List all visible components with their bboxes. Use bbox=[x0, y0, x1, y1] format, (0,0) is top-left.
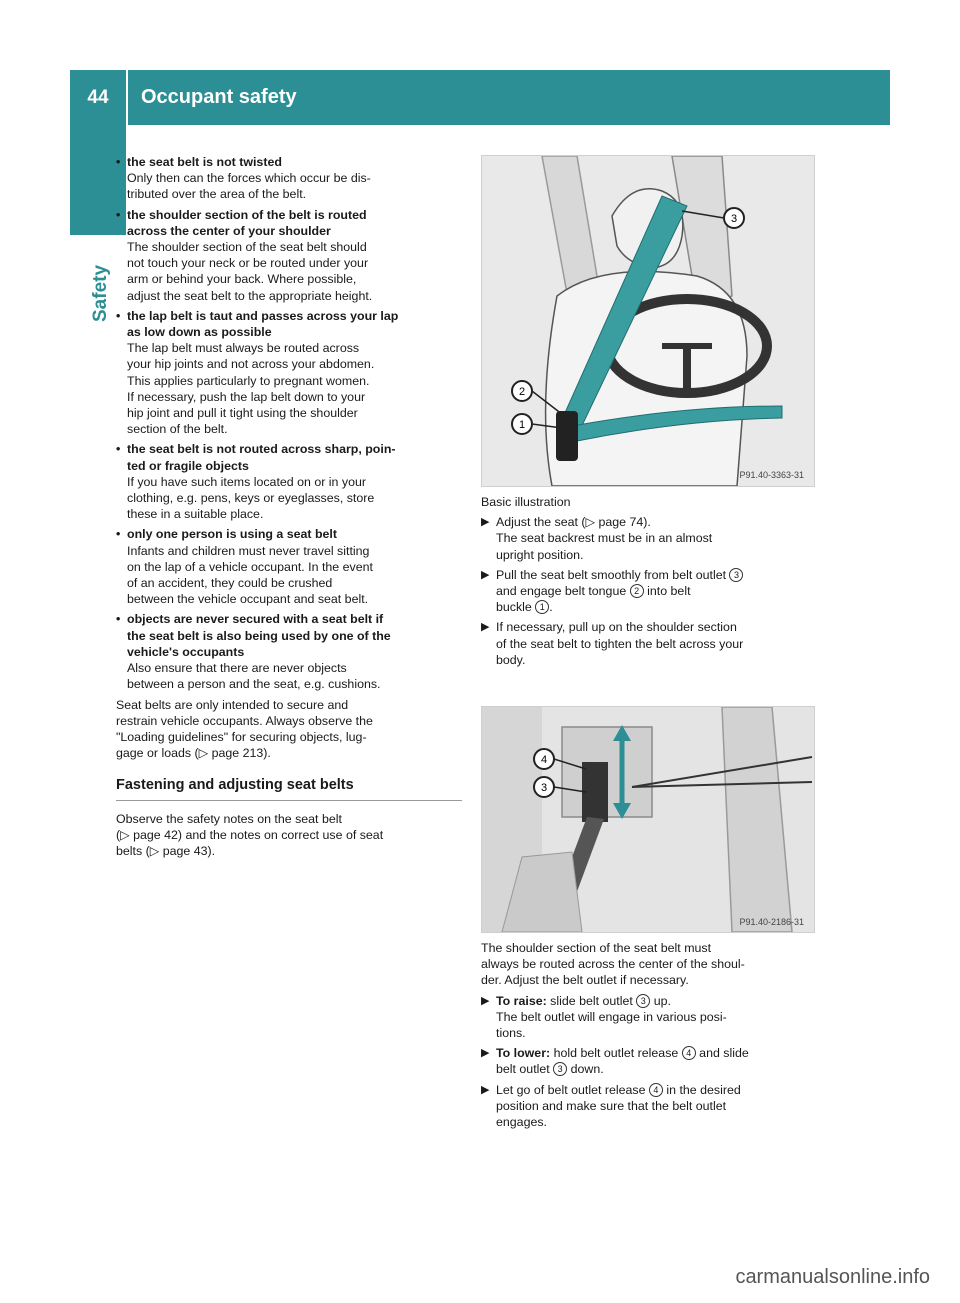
text-line: Adjust the seat (▷ page 74). bbox=[496, 515, 651, 530]
text-line: buckle 1 . bbox=[496, 600, 553, 615]
text-line: position and make sure that the belt outlet bbox=[496, 1098, 727, 1113]
text-line: always be routed across the center of the shoul- bbox=[481, 957, 745, 972]
text-line: To raise: slide belt outlet 3 up. bbox=[496, 993, 671, 1008]
bullet-item: • the seat belt is not twisted Only then can the forces which occur be dis- tributed over the area of the belt. bbox=[116, 154, 462, 203]
text-line: Let go of belt outlet release 4 in the desired bbox=[496, 1082, 741, 1097]
header-divider bbox=[126, 70, 128, 125]
left-column bbox=[116, 154, 462, 859]
bullet-title: objects are never secured with a seat belt if bbox=[127, 612, 384, 627]
text-line: This applies particularly to pregnant women. bbox=[127, 373, 370, 388]
text-line: If you have such items located on or in your bbox=[127, 474, 366, 489]
right-column-top bbox=[481, 494, 813, 668]
text-line: tributed over the area of the belt. bbox=[127, 187, 307, 202]
text-line: belt outlet 3 down. bbox=[496, 1062, 604, 1077]
text-line: The seat backrest must be in an almost bbox=[496, 531, 713, 546]
bullet-item: • objects are never secured with a seat belt if the seat belt is also being used by one of the vehicle's occupants Also ensure that there are never objects between a person and the seat, e.g. cushions. bbox=[116, 611, 462, 692]
belt-outlet-drawing bbox=[482, 707, 814, 932]
page-title: Occupant safety bbox=[141, 86, 297, 108]
text-line: of the seat belt to tighten the belt across your bbox=[496, 636, 744, 651]
text-line: restrain vehicle occupants. Always observe the bbox=[116, 713, 373, 728]
bullet-title: the shoulder section of the belt is routed bbox=[127, 207, 367, 222]
text-line: "Loading guidelines" for securing objects, lug- bbox=[116, 729, 367, 744]
bullet-title: across the center of your shoulder bbox=[127, 223, 331, 238]
marker-label: 3 bbox=[540, 782, 548, 794]
text-line: If necessary, pull up on the shoulder section bbox=[496, 620, 737, 635]
bullet-item: • the seat belt is not routed across sharp, poin- ted or fragile objects If you have such items located on or in your clothing, e.g. pens, keys or eyeglasses, store these in a suitable place. bbox=[116, 441, 462, 522]
bullet-title: the seat belt is also being used by one of the bbox=[127, 628, 391, 643]
figure-caption: Basic illustration bbox=[481, 495, 571, 509]
text-line: not touch your neck or be routed under your bbox=[127, 256, 369, 271]
text-line: Infants and children must never travel sitting bbox=[127, 543, 370, 558]
instruction-step: ▶ To raise: slide belt outlet 3 up. The belt outlet will engage in various posi- tions. bbox=[481, 993, 816, 1042]
text-line: arm or behind your back. Where possible, bbox=[127, 272, 357, 287]
text-line: of an accident, they could be crushed bbox=[127, 576, 333, 591]
text-line: your hip joints and not across your abdomen. bbox=[127, 357, 375, 372]
marker-label: 3 bbox=[730, 213, 738, 225]
text-line: Pull the seat belt smoothly from belt outlet 3 bbox=[496, 567, 813, 583]
bullet-item: • the lap belt is taut and passes across your lap as low down as possible The lap belt must always be routed across your hip joints and not across your abdomen. This applies particularly to pregnant women. If necessary, push the lap belt down to your hip joint and pull it tight using the shoulder section of the belt. bbox=[116, 308, 462, 438]
bullet-title: the lap belt is taut and passes across your lap bbox=[127, 308, 399, 323]
bullet-title: the seat belt is not twisted bbox=[127, 155, 282, 169]
seat-belt-drawing bbox=[482, 156, 814, 486]
text-line: adjust the seat belt to the appropriate height. bbox=[127, 288, 373, 303]
bullet-title: as low down as possible bbox=[127, 325, 272, 340]
bullet-title: ted or fragile objects bbox=[127, 458, 249, 473]
text-line: The shoulder section of the seat belt must bbox=[481, 941, 712, 955]
section-label: Safety bbox=[90, 264, 111, 322]
marker-label: 4 bbox=[540, 754, 548, 766]
bullet-title: the seat belt is not routed across sharp, poin- bbox=[127, 442, 396, 457]
text-line: upright position. bbox=[496, 547, 584, 562]
text-line: between the vehicle occupant and seat belt. bbox=[127, 592, 369, 607]
instruction-step: ▶ Pull the seat belt smoothly from belt outlet 3 and engage belt tongue 2 into belt buckle 1 . bbox=[481, 567, 813, 616]
bullet-title: only one person is using a seat belt bbox=[127, 527, 337, 542]
marker-label: 1 bbox=[518, 419, 526, 431]
text-line: between a person and the seat, e.g. cushions. bbox=[127, 677, 381, 692]
text-line: The belt outlet will engage in various posi- bbox=[496, 1009, 727, 1024]
text-line: belts (▷ page 43). bbox=[116, 843, 216, 858]
figure-code: P91.40-2186-31 bbox=[739, 917, 804, 927]
text-line: tions. bbox=[496, 1026, 526, 1041]
text-line: and engage belt tongue 2 into belt bbox=[496, 584, 691, 599]
text-line: The shoulder section of the seat belt should bbox=[127, 240, 367, 255]
page-number: 44 bbox=[87, 87, 109, 108]
text-line: If necessary, push the lap belt down to your bbox=[127, 389, 366, 404]
bullet-item: • only one person is using a seat belt Infants and children must never travel sitting on the lap of a vehicle occupant. In the event of an accident, they could be crushed between the vehicle occupant and seat belt. bbox=[116, 526, 462, 607]
text-line: these in a suitable place. bbox=[127, 507, 264, 522]
text-line: clothing, e.g. pens, keys or eyeglasses, store bbox=[127, 491, 375, 506]
marker-label: 2 bbox=[518, 386, 526, 398]
right-column-bottom bbox=[481, 940, 816, 1130]
bullet-item: • the shoulder section of the belt is routed across the center of your shoulder The shoulder section of the seat belt should not touch your neck or be routed under your arm or behind your back. Where possible, adjust the seat belt to the appropriate height. bbox=[116, 207, 462, 304]
text-line: The lap belt must always be routed across bbox=[127, 341, 360, 356]
text-line: engages. bbox=[496, 1115, 547, 1130]
text-line: Also ensure that there are never objects bbox=[127, 661, 347, 676]
text-line: on the lap of a vehicle occupant. In the event bbox=[127, 559, 373, 574]
belt-outlet-illustration bbox=[481, 706, 815, 933]
watermark: carmanualsonline.info bbox=[735, 1266, 930, 1288]
figure-code: P91.40-3363-31 bbox=[739, 470, 804, 480]
text-line: Seat belts are only intended to secure and bbox=[116, 697, 349, 712]
text-line: der. Adjust the belt outlet if necessary. bbox=[481, 973, 689, 988]
text-line: body. bbox=[496, 652, 526, 667]
text-line: section of the belt. bbox=[127, 422, 228, 437]
instruction-step: ▶ To lower: hold belt outlet release 4 and slide belt outlet 3 down. bbox=[481, 1045, 816, 1077]
section-heading: Fastening and adjusting seat belts bbox=[116, 777, 462, 800]
instruction-step: ▶ Adjust the seat (▷ page 74). The seat backrest must be in an almost upright position. bbox=[481, 514, 813, 563]
text-line: hip joint and pull it tight using the shoulder bbox=[127, 406, 358, 421]
instruction-step: ▶ Let go of belt outlet release 4 in the desired position and make sure that the belt outlet engages. bbox=[481, 1082, 816, 1131]
seat-belt-illustration bbox=[481, 155, 815, 487]
text-line: To lower: hold belt outlet release 4 and slide bbox=[496, 1046, 749, 1061]
instruction-step: ▶ If necessary, pull up on the shoulder section of the seat belt to tighten the belt across your body. bbox=[481, 619, 813, 668]
text-line: Only then can the forces which occur be dis- bbox=[127, 171, 371, 186]
text-line: gage or loads (▷ page 213). bbox=[116, 746, 271, 761]
bullet-title: vehicle's occupants bbox=[127, 644, 245, 659]
text-line: (▷ page 42) and the notes on correct use of seat bbox=[116, 827, 384, 842]
text-line: Observe the safety notes on the seat belt bbox=[116, 811, 342, 826]
